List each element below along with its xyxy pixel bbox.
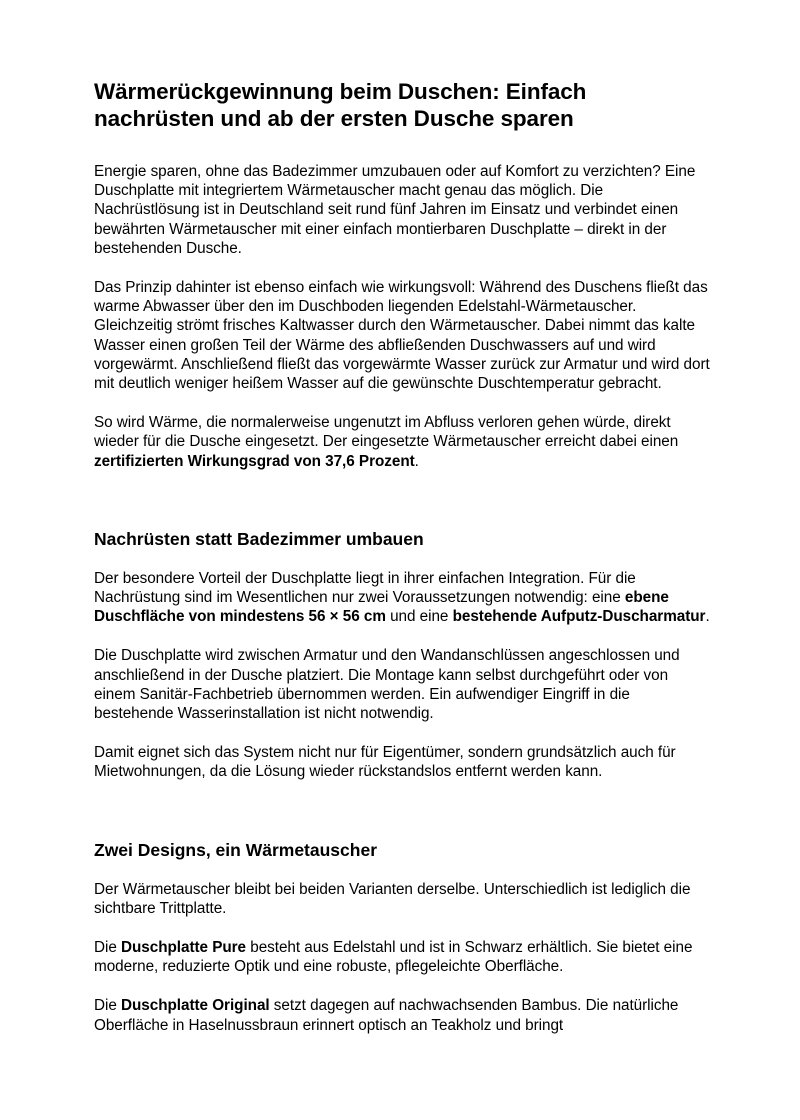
intro-paragraph-3 [94,413,710,471]
shower-area-highlight: ebene Duschfläche von mindestens 56 × 56 cm [94,589,669,626]
retrofit-paragraph-1-text: Der besondere Vorteil der Duschplatte liegt in ihrer einfachen Integration. Für die Nachrüstung sind im Wesentlichen nur zwei Voraussetzungen notwendig: eine [94,569,636,607]
designs-paragraph-3 [94,996,710,1034]
designs-paragraph-3-text: setzt dagegen auf nachwachsenden Bambus. Die natürliche Oberfläche in Haselnussbraun erinnert optisch an Teakholz und bringt [94,997,679,1034]
efficiency-highlight: zertifizierten Wirkungsgrad von 37,6 Prozent [94,452,415,470]
retrofit-paragraph-1-middle: und eine [385,608,453,626]
retrofit-paragraph-2: Die Duschplatte wird zwischen Armatur und den Wandanschlüssen angeschlossen und anschließend in der Dusche platziert. Die Montage kann selbst durchgeführt oder von einem Sanitär-Fachbetrieb übernommen werden. Ein aufwendiger Eingriff in die bestehende Wasserinstallation ist nicht notwendig. [94,647,680,723]
intro-paragraph-1: Energie sparen, ohne das Badezimmer umzubauen oder auf Komfort zu verzichten? Eine Duschplatte mit integriertem Wärmetauscher macht genau das möglich. Die Nachrüstlösung ist in Deutschland seit rund fünf Jahren im Einsatz und verbindet einen bewährten Wärmetauscher mit einer einfach montierbaren Duschplatte – direkt in der bestehenden Dusche. [94,163,696,257]
section-heading-retrofit: Nachrüsten statt Badezimmer umbauen [94,528,424,549]
intro-paragraph-3-end: . [414,452,419,470]
original-plate-name: Duschplatte Original [121,997,270,1015]
section-spacer [94,802,710,839]
designs-paragraph-2-start: Die [94,939,122,957]
section-heading-designs: Zwei Designs, ein Wärmetauscher [94,839,378,860]
fitting-highlight: bestehende Aufputz-Duscharmatur [452,608,706,626]
page-title: Wärmerückgewinnung beim Duschen: Einfach nachrüsten und ab der ersten Dusche sparen [94,79,587,131]
intro-paragraph-3-text: So wird Wärme, die normalerweise ungenutzt im Abfluss verloren gehen würde, direkt wieder für die Dusche eingesetzt. Der eingesetzte Wärmetauscher erreicht dabei einen [94,414,679,451]
designs-paragraph-2-text: besteht aus Edelstahl und ist in Schwarz erhältlich. Sie bietet eine moderne, reduzierte Optik und eine robuste, pflegeleichte Oberfläche. [94,939,693,976]
retrofit-paragraph-1-end: . [705,608,710,626]
retrofit-paragraph-3: Damit eignet sich das System nicht nur für Eigentümer, sondern grundsätzlich auch für Mietwohnungen, da die Lösung wieder rückstandslos entfernt werden kann. [94,744,676,781]
intro-paragraph-2: Das Prinzip dahinter ist ebenso einfach wie wirkungsvoll: Während des Duschens fließt das warme Abwasser über den im Duschboden liegenden Edelstahl-Wärmetauscher. Gleichzeitig strömt frisches Kaltwasser durch den Wärmetauscher. Dabei nimmt das kalte Wasser einen großen Teil der Wärme des abfließenden Duschwassers auf und wird vorgewärmt. Anschließend fließt das vorgewärmte Wasser zurück zur Armatur und wird dort mit deutlich weniger heißem Wasser auf die gewünschte Duschtemperatur gebracht. [94,279,710,393]
designs-paragraph-2 [94,938,710,976]
designs-paragraph-3-start: Die [94,997,122,1015]
section-spacer [94,491,710,528]
retrofit-paragraph-1 [94,569,710,627]
designs-paragraph-1: Der Wärmetauscher bleibt bei beiden Varianten derselbe. Unterschiedlich ist lediglich die sichtbare Trittplatte. [94,880,691,917]
pure-plate-name: Duschplatte Pure [121,939,247,957]
